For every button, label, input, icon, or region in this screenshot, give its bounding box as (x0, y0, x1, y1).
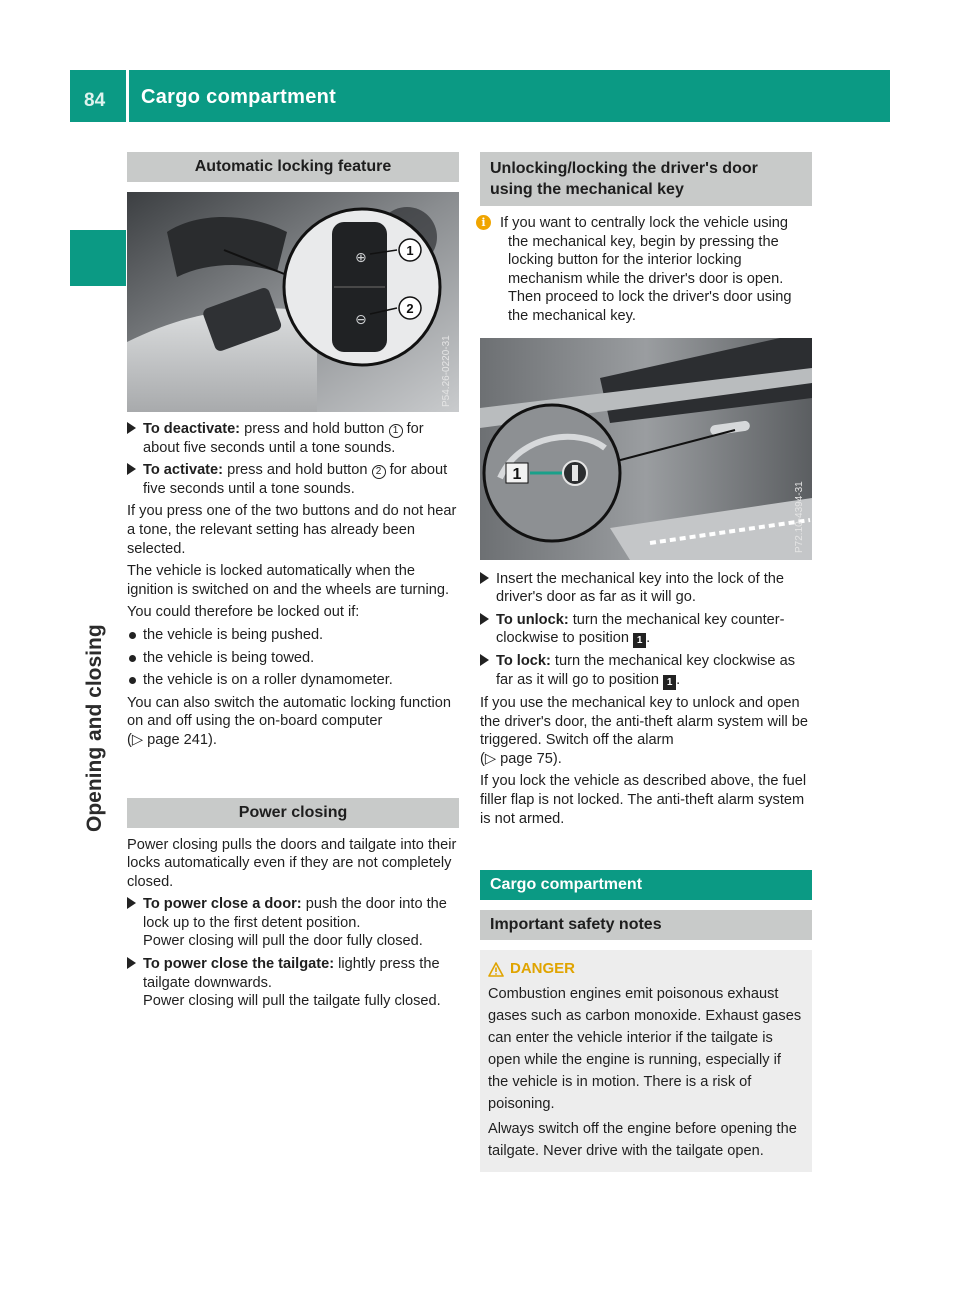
paragraph: If you lock the vehicle as described above, the fuel filler flap is not locked. The anti-theft alarm system is not armed. (480, 773, 807, 827)
bullet-icon (129, 655, 136, 662)
danger-notice (480, 950, 812, 1172)
paragraph: If you use the mechanical key to unlock and open the driver's door, the anti-theft alarm system will be triggered. Switch off the alarm (▷ page 75). (480, 694, 809, 767)
paragraph: The vehicle is locked automatically when the ignition is switched on and the wheels are turning. (127, 563, 450, 598)
chapter-marker (70, 230, 126, 286)
bullet-icon (129, 632, 136, 639)
step-insert-key: Insert the mechanical key into the lock of the driver's door as far as it will go. (480, 570, 812, 607)
callout-2: 2 (406, 301, 414, 316)
door-lock-illustration (480, 338, 812, 560)
list-item: the vehicle is being pushed. (127, 626, 459, 645)
right-column (480, 152, 812, 1172)
position-1-icon: 1 (663, 675, 676, 690)
svg-text:⊕: ⊕ (355, 250, 367, 266)
step-unlock: To unlock: turn the mechanical key counter-clockwise to position 1 . (480, 611, 812, 649)
info-icon: i (476, 215, 491, 230)
door-lock-figure (480, 338, 812, 560)
button-2-icon: 2 (372, 465, 386, 479)
paragraph: You could therefore be locked out if: (127, 604, 360, 621)
door-panel-illustration (127, 192, 459, 412)
danger-text: Always switch off the engine before opening the tailgate. Never drive with the tailgate open. (488, 1121, 797, 1160)
position-1-icon: 1 (633, 633, 646, 648)
figure-code: P54.26-0220-31 (441, 335, 452, 407)
step-power-close-door: To power close a door: push the door into the lock up to the first detent position. Power closing will pull the door fully closed. (127, 895, 459, 951)
step-power-close-tailgate: To power close the tailgate: lightly press the tailgate downwards. Power closing will pull the tailgate fully closed. (127, 955, 459, 1011)
info-note: i If you want to centrally lock the vehicle using the mechanical key, begin by pressing the locking button for the interior locking mechanism while the driver's door is open. Then proceed to lock the driver's door using the mechanical key. (480, 214, 812, 326)
step-arrow-icon (480, 654, 489, 666)
paragraph: Power closing pulls the doors and tailgate into their locks automatically even if they are not completely closed. (127, 836, 457, 890)
paragraph: If you press one of the two buttons and do not hear a tone, the relevant setting has already been selected. (127, 503, 457, 557)
header-divider (126, 70, 129, 122)
callout-1: 1 (406, 243, 414, 258)
warning-triangle-icon (488, 962, 504, 977)
figure-code: P72.10-4394-31 (794, 480, 805, 553)
page-title: Cargo compartment (141, 86, 337, 108)
step-activate: To activate: press and hold button 2 for about five seconds until a tone sounds. (127, 461, 459, 498)
paragraph: You can also switch the automatic locking function on and off using the on-board computer (▷ page 241). (127, 694, 451, 748)
step-arrow-icon (127, 897, 136, 909)
chapter-label (75, 600, 115, 840)
svg-text:⊖: ⊖ (355, 312, 367, 328)
page-reference-link[interactable]: (▷ page 241). (127, 731, 217, 748)
chapter-title: Opening and closing (83, 624, 106, 832)
list-item: the vehicle is being towed. (127, 649, 459, 668)
section-heading-power-closing: Power closing (127, 798, 459, 828)
step-arrow-icon (127, 463, 136, 475)
step-arrow-icon (127, 957, 136, 969)
subsection-heading-safety: Important safety notes (480, 910, 812, 940)
button-1-icon: 1 (389, 424, 403, 438)
step-lock: To lock: turn the mechanical key clockwise as far as it will go to position 1 . (480, 652, 812, 690)
callout-1: 1 (512, 465, 522, 483)
step-arrow-icon (480, 613, 489, 625)
door-buttons-figure (127, 192, 459, 412)
section-heading-mechanical-key: Unlocking/locking the driver's door using the mechanical key (480, 152, 812, 206)
page-number: 84 (84, 90, 106, 111)
bullet-icon (129, 677, 136, 684)
section-heading-auto-lock: Automatic locking feature (127, 152, 459, 182)
danger-title: DANGER (488, 958, 804, 980)
step-deactivate: To deactivate: press and hold button 1 for about five seconds until a tone sounds. (127, 420, 459, 457)
list-item: the vehicle is on a roller dynamometer. (127, 671, 459, 690)
section-heading-cargo: Cargo compartment (480, 870, 812, 900)
left-column (127, 152, 459, 1011)
step-arrow-icon (480, 572, 489, 584)
step-arrow-icon (127, 422, 136, 434)
page-reference-link[interactable]: (▷ page 75). (480, 750, 562, 767)
danger-text: Combustion engines emit poisonous exhaust gases such as carbon monoxide. Exhaust gases can enter the vehicle interior if the tailgate is open while the engine is running, especially if the vehicle is in motion. There is a risk of poisoning. (488, 986, 802, 1113)
